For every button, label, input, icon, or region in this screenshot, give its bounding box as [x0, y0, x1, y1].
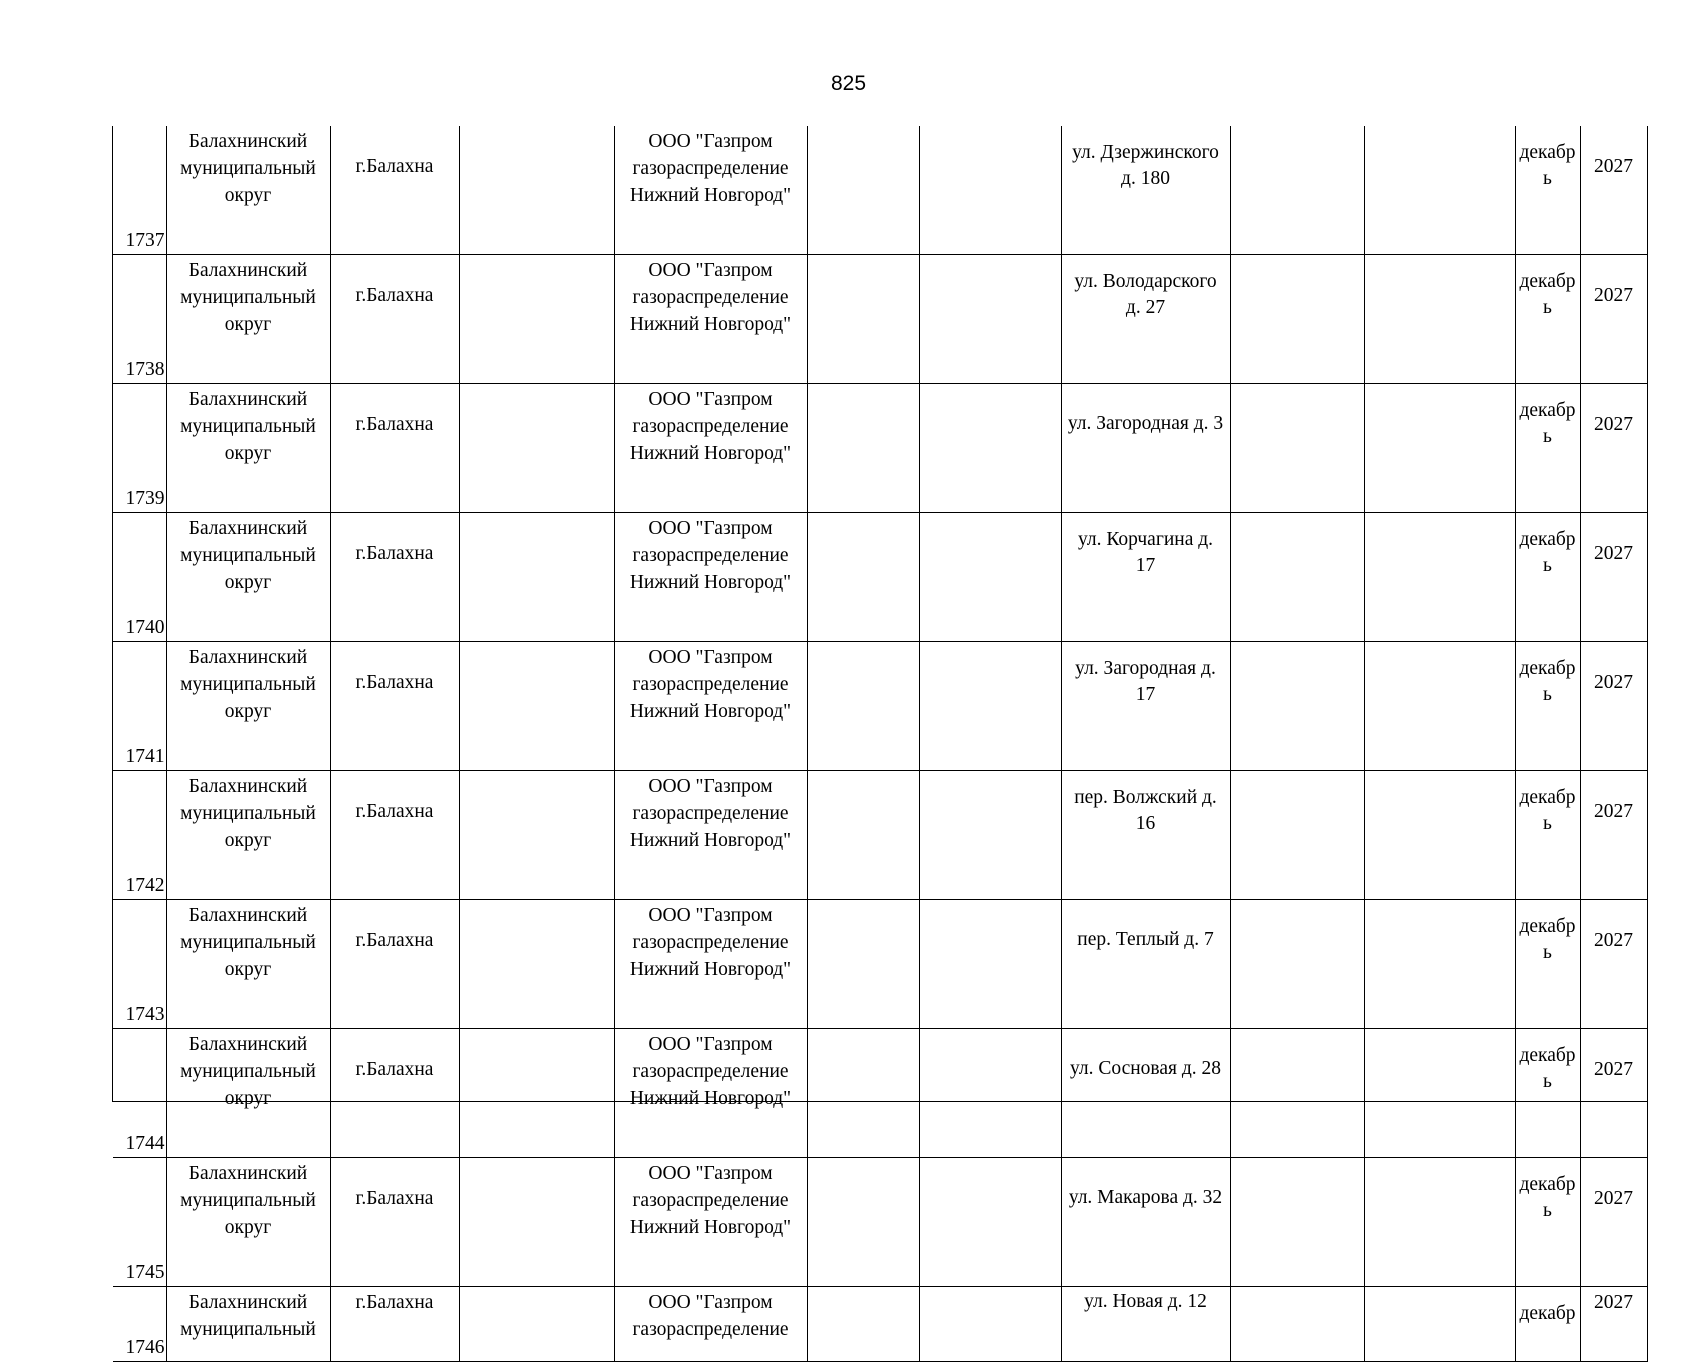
empty-cell: [1364, 1158, 1515, 1287]
district-cell-line: округ: [224, 314, 272, 335]
district-cell-line: муниципальный: [180, 803, 316, 824]
organization-cell-line: ООО "Газпром: [648, 1034, 773, 1055]
table-row: [113, 1287, 1647, 1362]
empty-cell: [459, 384, 614, 513]
city-cell: г.Балахна: [330, 642, 459, 771]
address-cell-line: ул. Загородная д. 3: [1067, 413, 1224, 434]
district-cell: [166, 900, 330, 1029]
month-cell: [1515, 384, 1580, 513]
empty-cell: [807, 1158, 919, 1287]
empty-cell: [807, 642, 919, 771]
empty-cell: [807, 513, 919, 642]
organization-cell-line: газораспределение: [632, 416, 789, 437]
address-cell: [1061, 771, 1230, 900]
district-cell-line: муниципальный: [180, 545, 316, 566]
organization-cell-line: газораспределение: [632, 1061, 789, 1082]
district-cell-line: муниципальный: [180, 1190, 316, 1211]
district-cell-line: муниципальный: [180, 287, 316, 308]
district-cell: [166, 1287, 330, 1362]
district-cell-line: Балахнинский: [188, 1034, 308, 1055]
month-cell: [1515, 642, 1580, 771]
address-cell-line: ул. Володарского: [1074, 271, 1217, 292]
district-cell-line: округ: [224, 1217, 272, 1238]
empty-cell: [459, 126, 614, 255]
district-cell-line: муниципальный: [180, 674, 316, 695]
district-cell-line: Балахнинский: [188, 518, 308, 539]
month-cell-line: ь: [1543, 1200, 1552, 1221]
city-cell: г.Балахна: [330, 1158, 459, 1287]
empty-cell: [459, 513, 614, 642]
organization-cell: [614, 255, 807, 384]
address-cell-line: 17: [1135, 555, 1156, 576]
empty-cell: [459, 1158, 614, 1287]
empty-cell: [807, 771, 919, 900]
organization-cell: [614, 384, 807, 513]
empty-cell: [1230, 126, 1364, 255]
row-number: 1746: [113, 1287, 166, 1362]
district-cell-line: муниципальный: [180, 416, 316, 437]
month-cell: [1515, 255, 1580, 384]
district-cell: [166, 771, 330, 900]
organization-cell-line: ООО "Газпром: [648, 1163, 773, 1184]
empty-cell: [919, 642, 1061, 771]
address-cell: [1061, 900, 1230, 1029]
district-cell-line: муниципальный: [180, 1061, 316, 1082]
month-cell: [1515, 771, 1580, 900]
address-cell-line: д. 180: [1121, 168, 1170, 189]
district-cell-line: Балахнинский: [188, 131, 308, 152]
city-cell: г.Балахна: [330, 126, 459, 255]
empty-cell: [807, 900, 919, 1029]
table-row: [113, 1158, 1647, 1287]
empty-cell: [919, 1029, 1061, 1158]
organization-cell-line: Нижний Новгород": [629, 830, 792, 851]
district-cell-line: округ: [224, 443, 272, 464]
year-cell: 2027: [1580, 1029, 1647, 1158]
organization-cell-line: ООО "Газпром: [648, 260, 773, 281]
address-cell: [1061, 1287, 1230, 1362]
empty-cell: [807, 1287, 919, 1362]
organization-cell-line: Нижний Новгород": [629, 701, 792, 722]
address-cell: [1061, 513, 1230, 642]
month-cell-line: ь: [1543, 555, 1552, 576]
month-cell-line: ь: [1543, 942, 1552, 963]
row-number: 1737: [113, 126, 166, 255]
table-row: [113, 900, 1647, 1029]
empty-cell: [459, 1029, 614, 1158]
empty-cell: [1364, 900, 1515, 1029]
month-cell-line: ь: [1543, 426, 1552, 447]
empty-cell: [1364, 1287, 1515, 1362]
address-cell-line: ул. Дзержинского: [1072, 142, 1219, 163]
district-cell-line: муниципальный: [180, 1319, 316, 1340]
month-cell-line: ь: [1543, 813, 1552, 834]
address-cell-line: д. 27: [1125, 297, 1166, 318]
address-cell-line: ул. Корчагина д.: [1077, 529, 1214, 550]
address-cell-line: 17: [1135, 684, 1156, 705]
organization-cell-line: ООО "Газпром: [648, 518, 773, 539]
table-row: [113, 126, 1647, 255]
year-cell: 2027: [1580, 126, 1647, 255]
year-cell: 2027: [1580, 900, 1647, 1029]
month-cell: [1515, 126, 1580, 255]
organization-cell-line: газораспределение: [632, 803, 789, 824]
row-number: 1739: [113, 384, 166, 513]
month-cell-line: декабр: [1519, 142, 1576, 163]
organization-cell-line: газораспределение: [632, 1190, 789, 1211]
month-cell-line: ь: [1543, 297, 1552, 318]
table-row: [113, 513, 1647, 642]
city-cell: г.Балахна: [330, 771, 459, 900]
row-number: 1741: [113, 642, 166, 771]
empty-cell: [1230, 255, 1364, 384]
district-cell-line: Балахнинский: [188, 260, 308, 281]
month-cell-line: декабр: [1519, 1045, 1576, 1066]
empty-cell: [1230, 1029, 1364, 1158]
district-cell: [166, 513, 330, 642]
empty-cell: [919, 255, 1061, 384]
table-row: [113, 384, 1647, 513]
month-cell-line: декабр: [1519, 1174, 1576, 1195]
organization-cell: [614, 513, 807, 642]
organization-cell-line: ООО "Газпром: [648, 776, 773, 797]
empty-cell: [459, 255, 614, 384]
empty-cell: [919, 1287, 1061, 1362]
row-number: 1743: [113, 900, 166, 1029]
empty-cell: [1364, 255, 1515, 384]
row-number: 1744: [113, 1029, 166, 1158]
empty-cell: [1364, 1029, 1515, 1158]
district-cell-line: Балахнинский: [188, 389, 308, 410]
organization-cell-line: ООО "Газпром: [648, 1292, 773, 1313]
organization-cell-line: Нижний Новгород": [629, 1217, 792, 1238]
year-cell: 2027: [1580, 255, 1647, 384]
empty-cell: [919, 513, 1061, 642]
district-cell-line: муниципальный: [180, 932, 316, 953]
empty-cell: [1230, 771, 1364, 900]
row-number: 1740: [113, 513, 166, 642]
organization-cell: [614, 900, 807, 1029]
organization-cell-line: Нижний Новгород": [629, 185, 792, 206]
address-cell: [1061, 384, 1230, 513]
organization-cell: [614, 1158, 807, 1287]
empty-cell: [1230, 384, 1364, 513]
empty-cell: [1230, 642, 1364, 771]
district-cell-line: округ: [224, 185, 272, 206]
district-cell: [166, 642, 330, 771]
month-cell-line: декабр: [1519, 1303, 1576, 1324]
month-cell-line: ь: [1543, 1071, 1552, 1092]
empty-cell: [459, 900, 614, 1029]
city-cell: г.Балахна: [330, 1029, 459, 1158]
empty-cell: [459, 1287, 614, 1362]
address-cell-line: 16: [1135, 813, 1156, 834]
city-cell: г.Балахна: [330, 1287, 459, 1362]
address-cell-line: ул. Сосновая д. 28: [1069, 1058, 1222, 1079]
table-row: [113, 1029, 1647, 1158]
table-body: [113, 126, 1647, 1362]
district-cell: [166, 1029, 330, 1158]
table-row: [113, 642, 1647, 771]
address-cell-line: пер. Теплый д. 7: [1077, 929, 1214, 950]
empty-cell: [1230, 1287, 1364, 1362]
organization-cell-line: газораспределение: [632, 932, 789, 953]
empty-cell: [807, 1029, 919, 1158]
month-cell: [1515, 1158, 1580, 1287]
organization-cell-line: Нижний Новгород": [629, 959, 792, 980]
year-cell: 2027: [1580, 1158, 1647, 1287]
gasification-table: [112, 126, 1647, 1358]
month-cell-line: декабр: [1519, 658, 1576, 679]
organization-cell-line: Нижний Новгород": [629, 443, 792, 464]
organization-cell-line: газораспределение: [632, 1319, 789, 1340]
district-cell-line: округ: [224, 959, 272, 980]
organization-cell-line: ООО "Газпром: [648, 905, 773, 926]
district-cell-line: округ: [224, 701, 272, 722]
year-cell: 2027: [1580, 513, 1647, 642]
city-cell: г.Балахна: [330, 255, 459, 384]
district-cell-line: Балахнинский: [188, 905, 308, 926]
district-cell: [166, 384, 330, 513]
organization-cell: [614, 771, 807, 900]
address-cell-line: пер. Волжский д.: [1074, 787, 1217, 808]
organization-cell-line: ООО "Газпром: [648, 131, 773, 152]
district-cell-line: округ: [224, 572, 272, 593]
month-cell-line: декабр: [1519, 916, 1576, 937]
month-cell-line: ь: [1543, 684, 1552, 705]
district-cell-line: Балахнинский: [188, 776, 308, 797]
organization-cell-line: Нижний Новгород": [629, 572, 792, 593]
address-cell: [1061, 126, 1230, 255]
district-cell-line: округ: [224, 830, 272, 851]
district-cell: [166, 126, 330, 255]
month-cell: [1515, 900, 1580, 1029]
empty-cell: [1230, 1158, 1364, 1287]
month-cell-line: декабр: [1519, 787, 1576, 808]
address-cell: [1061, 255, 1230, 384]
district-cell-line: Балахнинский: [188, 647, 308, 668]
address-cell-line: ул. Новая д. 12: [1084, 1291, 1207, 1312]
year-cell: 2027: [1580, 642, 1647, 771]
city-cell: г.Балахна: [330, 900, 459, 1029]
month-cell-line: декабр: [1519, 271, 1576, 292]
organization-cell-line: ООО "Газпром: [648, 389, 773, 410]
organization-cell: [614, 126, 807, 255]
address-cell-line: ул. Макарова д. 32: [1068, 1187, 1223, 1208]
empty-cell: [807, 384, 919, 513]
row-number: 1745: [113, 1158, 166, 1287]
empty-cell: [919, 771, 1061, 900]
empty-cell: [1230, 513, 1364, 642]
page-number: 825: [830, 72, 867, 95]
empty-cell: [1364, 642, 1515, 771]
organization-cell: [614, 1287, 807, 1362]
empty-cell: [459, 771, 614, 900]
district-cell: [166, 255, 330, 384]
empty-cell: [807, 255, 919, 384]
address-cell: [1061, 1029, 1230, 1158]
address-cell: [1061, 1158, 1230, 1287]
month-cell-line: декабр: [1519, 400, 1576, 421]
empty-cell: [919, 900, 1061, 1029]
district-cell-line: Балахнинский: [188, 1163, 308, 1184]
organization-cell-line: газораспределение: [632, 158, 789, 179]
year-cell: 2027: [1580, 771, 1647, 900]
empty-cell: [1364, 126, 1515, 255]
empty-cell: [459, 642, 614, 771]
city-cell: г.Балахна: [330, 384, 459, 513]
table-row: [113, 255, 1647, 384]
address-cell: [1061, 642, 1230, 771]
organization-cell-line: газораспределение: [632, 545, 789, 566]
district-cell-line: округ: [224, 1088, 272, 1109]
row-number: 1742: [113, 771, 166, 900]
empty-cell: [1364, 384, 1515, 513]
organization-cell: [614, 1029, 807, 1158]
address-cell-line: ул. Загородная д.: [1075, 658, 1216, 679]
year-cell: 2027: [1580, 384, 1647, 513]
month-cell: [1515, 1029, 1580, 1158]
district-cell-line: Балахнинский: [188, 1292, 308, 1313]
district-cell: [166, 1158, 330, 1287]
organization-cell-line: ООО "Газпром: [648, 647, 773, 668]
district-cell-line: муниципальный: [180, 158, 316, 179]
empty-cell: [919, 126, 1061, 255]
month-cell: [1515, 513, 1580, 642]
organization-cell-line: Нижний Новгород": [629, 314, 792, 335]
city-cell: г.Балахна: [330, 513, 459, 642]
month-cell-line: декабр: [1519, 529, 1576, 550]
empty-cell: [807, 126, 919, 255]
organization-cell: [614, 642, 807, 771]
organization-cell-line: газораспределение: [632, 287, 789, 308]
year-cell: 2027: [1580, 1287, 1647, 1362]
empty-cell: [919, 1158, 1061, 1287]
empty-cell: [919, 384, 1061, 513]
organization-cell-line: газораспределение: [632, 674, 789, 695]
empty-cell: [1230, 900, 1364, 1029]
table-row: [113, 771, 1647, 900]
month-cell: [1515, 1287, 1580, 1362]
organization-cell-line: Нижний Новгород": [629, 1088, 792, 1109]
empty-cell: [1364, 771, 1515, 900]
month-cell-line: ь: [1543, 168, 1552, 189]
empty-cell: [1364, 513, 1515, 642]
row-number: 1738: [113, 255, 166, 384]
